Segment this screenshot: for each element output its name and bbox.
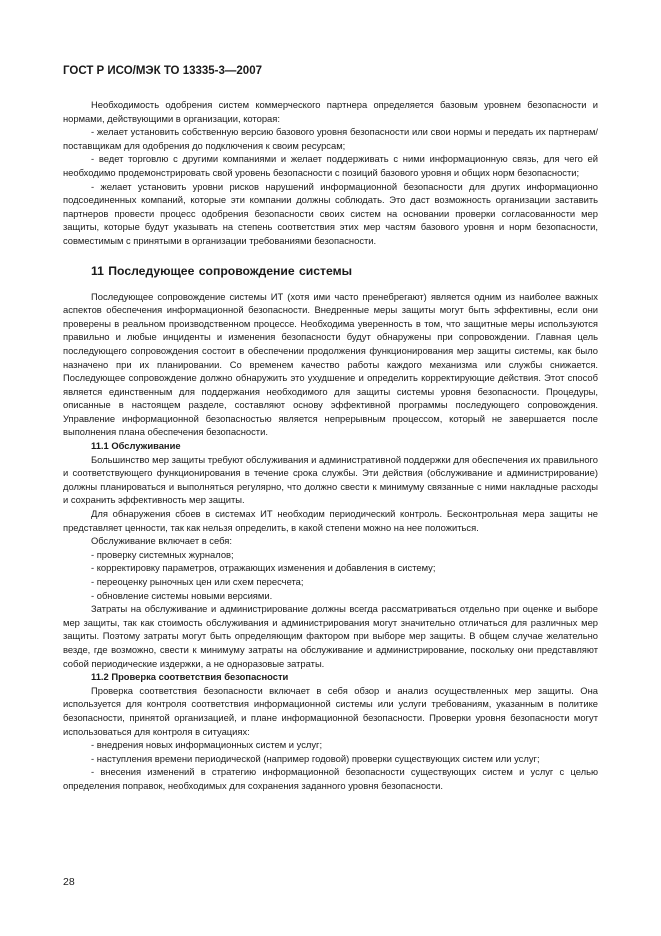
section-11-1-paragraph: Затраты на обслуживание и администрирование должны всегда рассматриваться отдельно при оценке и выборе мер защиты, так как стоимость обслуживания и администрирования могут значительно отличаться для различных мер защиты. Поэтому затраты могут быть определяющим фактором при выборе мер защиты. В общем случае желательно везде, где возможно, свести к минимуму затраты на обслуживание и администрирование, поскольку они представляют собой периодические издержки, а не одноразовые затраты.: [63, 603, 598, 669]
section-11-1-heading: 11.1 Обслуживание: [91, 440, 181, 452]
document-body: [63, 98, 598, 793]
intro-paragraph: Необходимость одобрения систем коммерческого партнера определяется базовым уровнем безопасности и нормами, действующими в организации, которая:: [63, 99, 598, 124]
maintenance-list-item: - проверку системных журналов;: [91, 548, 234, 560]
section-11-2-heading: 11.2 Проверка соответствия безопасности: [91, 671, 289, 683]
maintenance-list-item: - корректировку параметров, отражающих изменения и добавления в систему;: [91, 562, 436, 574]
maintenance-list-item: - переоценку рыночных цен или схем пересчета;: [91, 576, 304, 587]
section-11-1-paragraph: Для обнаружения сбоев в системах ИТ необходим периодический контроль. Бесконтрольная мера защиты не представляет ценности, так как нельзя определить, в какой степени можно на нее положиться.: [63, 508, 598, 533]
section-11-paragraph: Последующее сопровождение системы ИТ (хотя ими часто пренебрегают) является одним из наиболее важных аспектов обеспечения информационной безопасности. Внедренные меры защиты могут быть эффективны, если они проверены в реальном производственном процессе. Необходима уверенность в том, что защитные меры используются правильно и любые инциденты и изменения безопасности будут обнаружены при сопровождении. Главная цель последующего сопровождения состоит в обеспечении продолжения функционирования мер защиты системы, как было назначено при их планировании. Со временем качество работы каждого механизма или службы снижается. Последующее сопровождение должно обнаружить это ухудшение и определить корректирующие действия. Этот способ является единственным для поддержания необходимого для защиты системы уровня безопасности. Процедуры, описанные в настоящем разделе, составляют основу эффективной программы последующего сопровождения. Управление информационной безопасностью является непрерывным процессом, который не завершается после выполнения плана обеспечения безопасности.: [63, 290, 598, 438]
document-header: ГОСТ Р ИСО/МЭК ТО 13335-3—2007: [63, 65, 262, 77]
section-11-1-paragraph: Обслуживание включает в себя:: [91, 535, 232, 547]
section-11-2-paragraph: Проверка соответствия безопасности включает в себя обзор и анализ осуществленных мер защиты. Она используется для контроля соответствия информационной системы или услуги требованиям, указанным в политике безопасности, принятой организацией, и плане информационной безопасности. Проверки уровня безопасности могут использоваться для контроля в ситуациях:: [63, 684, 598, 737]
intro-bullet: - желает установить уровни рисков нарушений информационной безопасности для других информационно подсоединенных компаний, которые эти компании должны соблюдать. Это даст возможность организации заставить партнеров провести процесс одобрения безопасности своих систем на основании проверки согласованности мер защиты, которые будут указывать на степень соответствия этих мер частям базового уровня и норм безопасности, совместимым с принятыми в организации требованиями безопасности.: [63, 180, 598, 246]
section-11-heading: 11 Последующее сопровождение системы: [91, 263, 353, 278]
section-11-1-paragraph: Большинство мер защиты требуют обслуживания и административной поддержки для обеспечения их правильного и соответствующего функционирования в течение срока службы. Эти действия (обслуживание и администрирование) должны планироваться и выполняться регулярно, что должно свести к минимуму связанные с ними накладные расходы и сохранить эффективность мер защиты.: [63, 453, 598, 506]
compliance-list-item: - внедрения новых информационных систем и услуг;: [91, 739, 323, 751]
maintenance-list-item: - обновление системы новыми версиями.: [91, 589, 273, 601]
compliance-list-item: - внесения изменений в стратегию информационной безопасности существующих систем и услуг с целью определения поправок, необходимых для сохранения заданного уровня безопасности.: [63, 766, 598, 791]
intro-bullet: - желает установить собственную версию базового уровня безопасности или свои нормы и передать их партнерам/поставщикам для одобрения до подключения к своим ресурсам;: [63, 126, 598, 151]
intro-bullet: - ведет торговлю с другими компаниями и желает поддерживать с ними информационную связь, для чего ей необходимо продемонстрировать свой уровень безопасности с позиций базового уровня и общих норм безопасности;: [63, 153, 598, 178]
page-number: 28: [63, 876, 75, 888]
compliance-list-item: - наступления времени периодической (например годовой) проверки существующих систем или услуг;: [91, 752, 540, 764]
